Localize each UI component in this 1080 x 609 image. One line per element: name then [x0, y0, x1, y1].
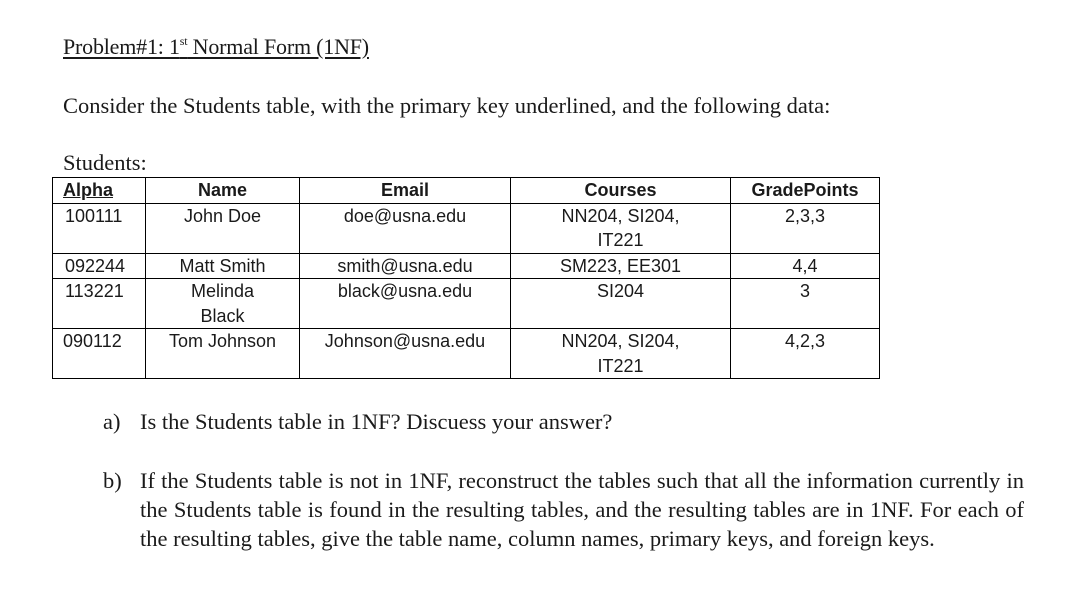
cell-name: John Doe: [146, 203, 300, 253]
problem-title: [63, 34, 369, 60]
column-header-courses: Courses: [511, 178, 731, 204]
intro-paragraph: Consider the Students table, with the primary key underlined, and the following data:: [63, 93, 831, 118]
cell-alpha: 090112: [53, 329, 146, 379]
table-row: [53, 253, 880, 279]
cell-email: smith@usna.edu: [300, 253, 511, 279]
problem-title-suffix: Normal Form (1NF): [187, 34, 369, 59]
cell-name: Matt Smith: [146, 253, 300, 279]
cell-alpha: 100111: [53, 203, 146, 253]
cell-gradepoints: 3: [731, 279, 880, 329]
cell-email: doe@usna.edu: [300, 203, 511, 253]
column-header-alpha: Alpha: [53, 178, 146, 204]
column-header-gradepoints: GradePoints: [731, 178, 880, 204]
cell-courses: SI204: [511, 279, 731, 329]
cell-gradepoints: 2,3,3: [731, 203, 880, 253]
column-header-name: Name: [146, 178, 300, 204]
cell-courses: SM223, EE301: [511, 253, 731, 279]
question-b-text: If the Students table is not in 1NF, reconstruct the tables such that all the information currently in the Students table is found in the resulting tables, and the resulting tables are in 1NF. For each of the resulting tables, give the table name, column names, primary keys, and foreign keys.: [140, 468, 1024, 551]
cell-name: Tom Johnson: [146, 329, 300, 379]
table-caption: Students:: [63, 150, 147, 175]
table-row: [53, 329, 880, 379]
cell-alpha: 092244: [53, 253, 146, 279]
cell-gradepoints: 4,2,3: [731, 329, 880, 379]
problem-title-prefix: Problem#1: 1: [63, 34, 180, 59]
cell-alpha: 113221: [53, 279, 146, 329]
cell-courses: NN204, SI204, IT221: [511, 203, 731, 253]
students-table: [52, 177, 880, 379]
question-a-label: a): [103, 409, 121, 434]
cell-gradepoints: 4,4: [731, 253, 880, 279]
question-a-text: Is the Students table in 1NF? Discuess your answer?: [140, 409, 613, 434]
cell-name: Melinda Black: [146, 279, 300, 329]
question-a: [103, 407, 1024, 437]
table-row: [53, 279, 880, 329]
cell-email: Johnson@usna.edu: [300, 329, 511, 379]
question-b-label: b): [103, 468, 122, 493]
question-b: [103, 466, 1024, 586]
problem-title-superscript: st: [179, 34, 188, 48]
column-header-email: Email: [300, 178, 511, 204]
table-row: [53, 203, 880, 253]
table-header-row: [53, 178, 880, 204]
cell-email: black@usna.edu: [300, 279, 511, 329]
cell-courses: NN204, SI204, IT221: [511, 329, 731, 379]
